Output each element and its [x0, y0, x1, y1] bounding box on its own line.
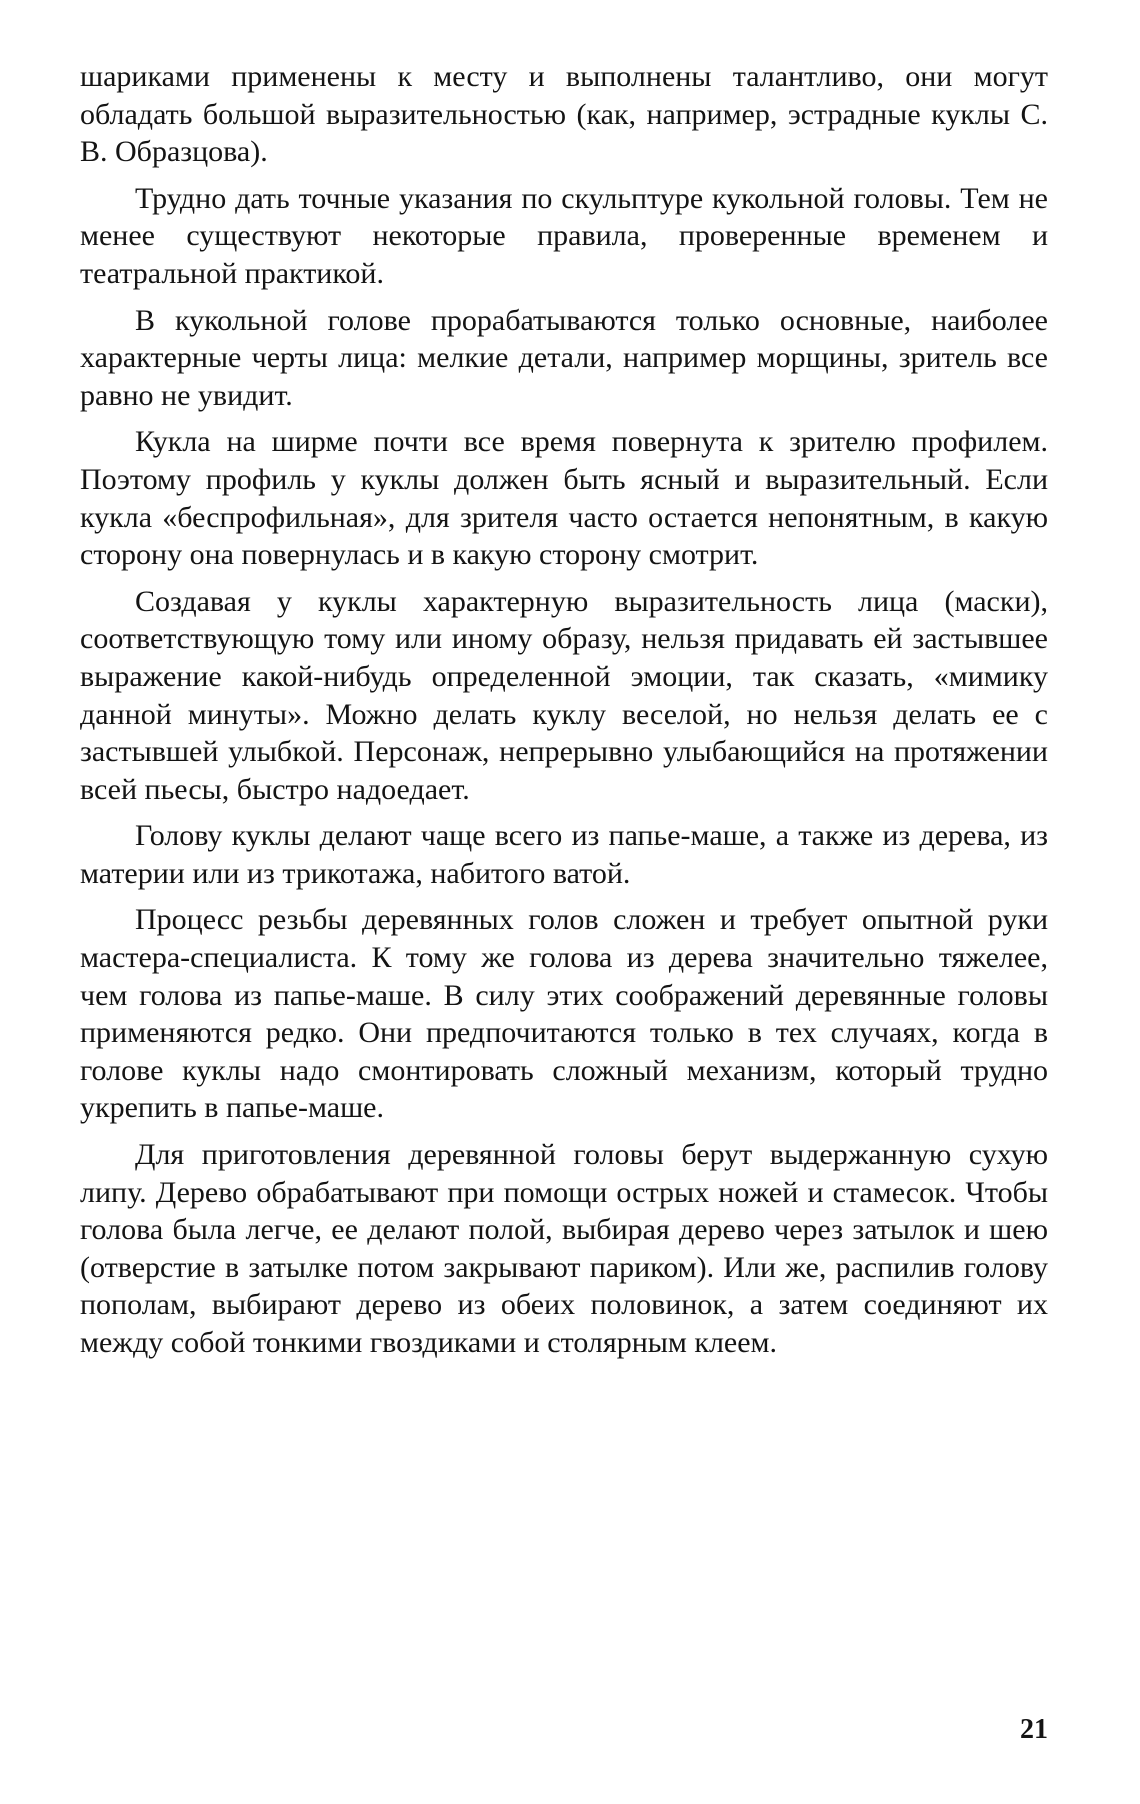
paragraph: Процесс резьбы деревянных голов сложен и требует опытной руки мастера-специалиста. К тому же голова из дерева значительно тяжелее, чем голова из папье-маше. В силу этих соображений деревянные головы применяются редко. Они предпочитаются только в тех случаях, когда в голове куклы надо смонтировать сложный механизм, который трудно укрепить в папье-маше.: [80, 903, 1048, 1125]
paragraph: Для приготовления деревянной головы берут выдержанную сухую липу. Дерево обрабатывают при помощи острых ножей и стамесок. Чтобы голова была легче, ее делают полой, выбирая дерево через затылок и шею (отверстие в затылке потом закрывают париком). Или же, распилив голову пополам, выбирают дерево из обеих половинок, а затем соединяют их между собой тонкими гвоздиками и столярным клеем.: [80, 1138, 1048, 1359]
paragraph: Создавая у куклы характерную выразительность лица (маски), соответствующую тому или иному образу, нельзя придавать ей застывшее выражение какой-нибудь определенной эмоции, так сказать, «мимику данной минуты». Можно делать куклу веселой, но нельзя делать ее с застывшей улыбкой. Персонаж, непрерывно улыбающийся на протяжении всей пьесы, быстро надоедает.: [80, 584, 1048, 806]
page-body: [80, 58, 1048, 1758]
paragraph-continued: шариками применены к месту и выполнены талантливо, они могут обладать большой выразительностью (как, например, эстрадные куклы С. В. Образцова).: [80, 60, 1048, 169]
paragraph: Кукла на ширме почти все время повернута к зрителю профилем. Поэтому профиль у куклы должен быть ясный и выразительный. Если кукла «беспрофильная», для зрителя часто остается непонятным, в какую сторону она повернулась и в какую сторону смотрит.: [80, 425, 1048, 572]
page-number: 21: [1020, 1714, 1048, 1745]
paragraph: Трудно дать точные указания по скульптуре кукольной головы. Тем не менее существуют некоторые правила, проверенные временем и театральной практикой.: [80, 181, 1048, 290]
paragraph: Голову куклы делают чаще всего из папье-маше, а также из дерева, из материи или из трикотажа, набитого ватой.: [80, 819, 1048, 890]
paragraph: В кукольной голове прорабатываются только основные, наиболее характерные черты лица: мелкие детали, например морщины, зритель все равно не увидит.: [80, 303, 1048, 412]
